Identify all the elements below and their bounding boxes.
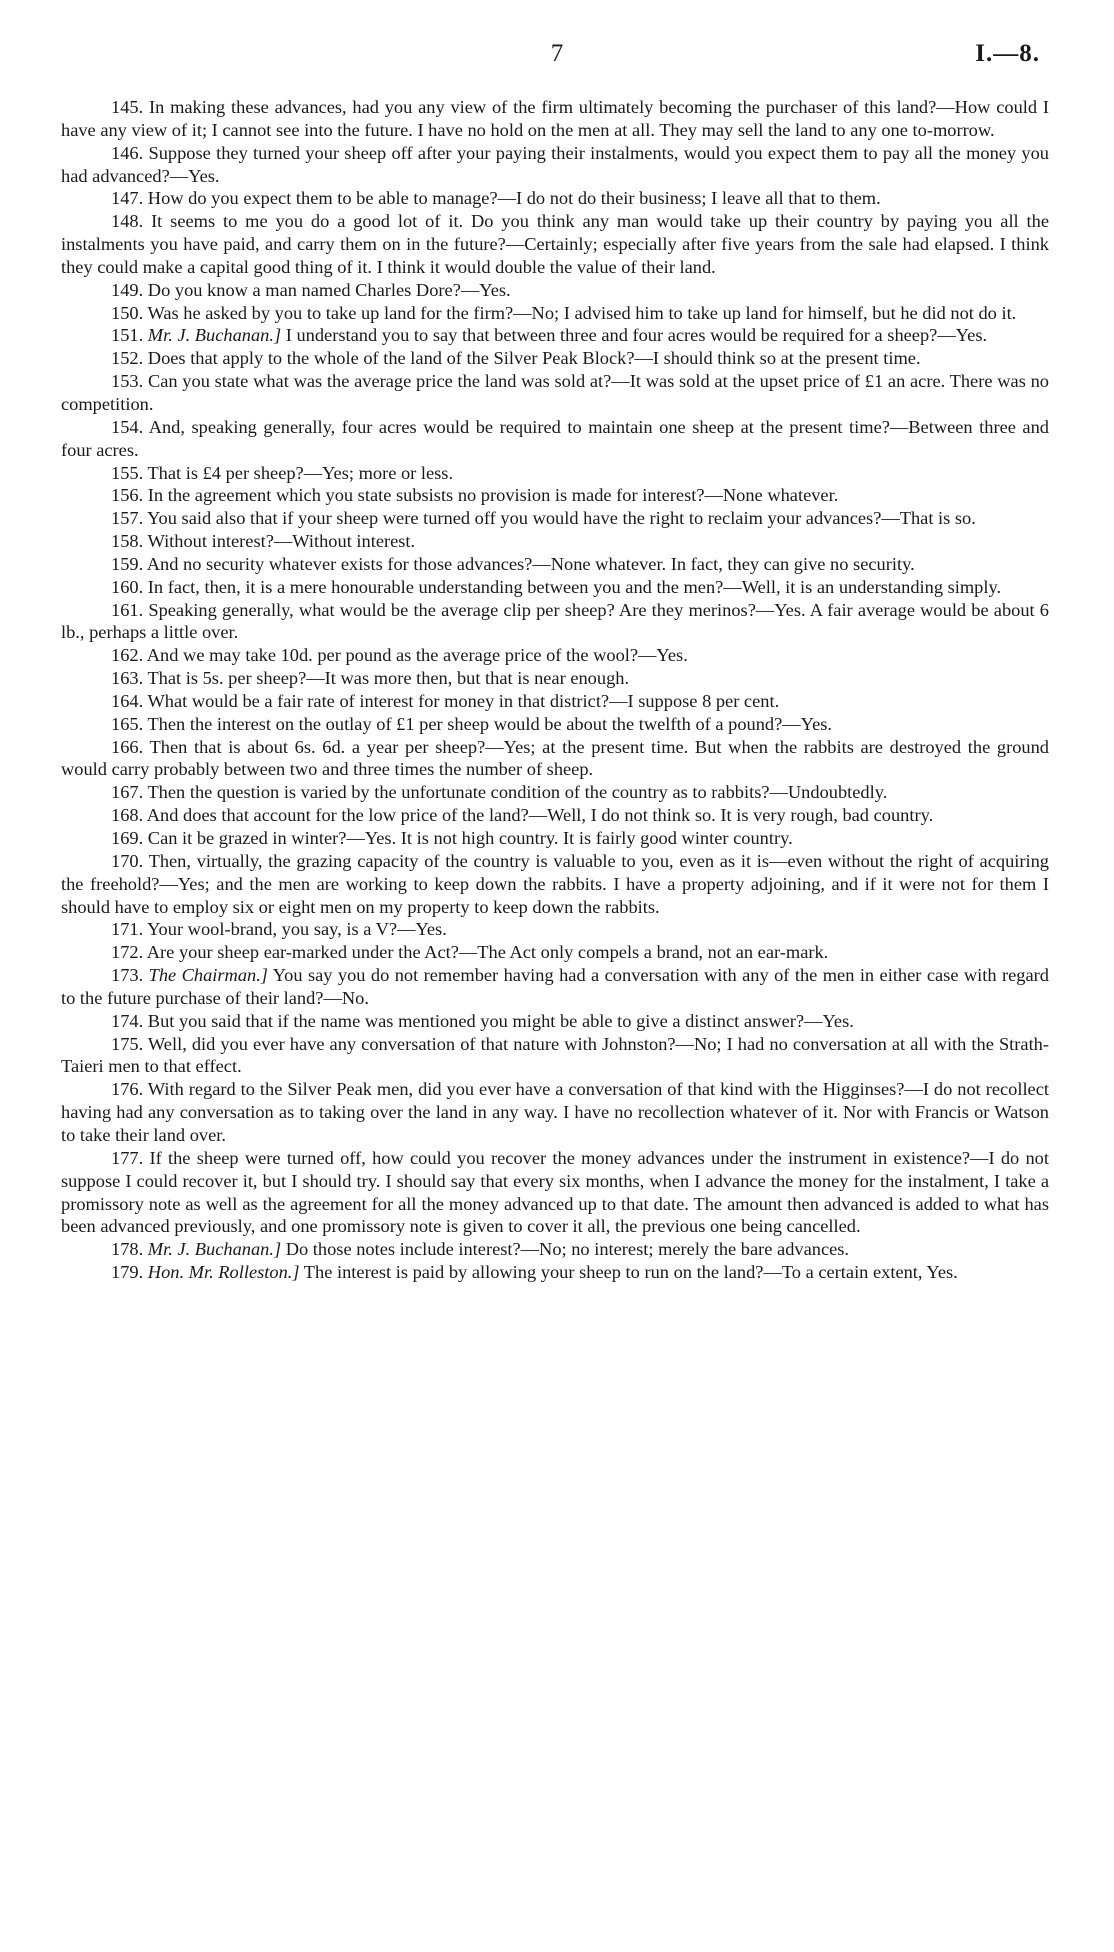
question-paragraph [61, 96, 1049, 142]
question-answer-text: Does that apply to the whole of the land of the Silver Peak Block?—I should think so at the present time. [147, 348, 921, 369]
question-number: 166. [111, 736, 144, 757]
question-number: 161. [111, 599, 144, 620]
question-answer-text: If the sheep were turned off, how could you recover the money advances under the instrument in existence?—I do not suppose I could recover it, but I should try. I should say that every six months, when I advance the money for the instalment, I take a promissory note as well as the agreement for all the money advanced up to that date. The amount then advanced is added to what has been advanced previously, and one promissory note is given to cover it all, the previous one being cancelled. [61, 1147, 1049, 1237]
question-paragraph [61, 416, 1049, 462]
question-paragraph [61, 279, 1049, 302]
speaker-label: The Chairman.] [148, 965, 268, 986]
question-answer-text: You say you do not remember having had a conversation with any of the men in either case with regard to the future purchase of their land?—No. [61, 965, 1049, 1008]
testimony-body [61, 96, 1049, 1284]
question-number: 158. [111, 531, 144, 552]
question-number: 177. [111, 1147, 144, 1168]
question-number: 152. [111, 348, 144, 369]
question-number: 150. [111, 302, 144, 323]
question-number: 147. [111, 188, 144, 209]
question-paragraph [61, 187, 1049, 210]
question-answer-text: With regard to the Silver Peak men, did you ever have a conversation of that kind with the Higginses?—I do not recollect having had any conversation as to taking over the land in any way. I have no recollection whatever of it. Nor with Francis or Watson to take their land over. [61, 1079, 1049, 1145]
speaker-label: Mr. J. Buchanan.] [147, 325, 282, 346]
question-number: 159. [111, 553, 144, 574]
question-number: 157. [111, 508, 144, 529]
question-number: 173. [111, 965, 144, 986]
question-number: 171. [111, 919, 144, 940]
question-answer-text: It seems to me you do a good lot of it. Do you think any man would take up their country by paying you all the instalments you have paid, and carry them on in the future?—Certainly; especially after five years from the sale had elapsed. I think they could make a capital good thing of it. I think it would double the value of their land. [61, 211, 1049, 277]
question-number: 170. [111, 850, 144, 871]
question-answer-text: But you said that if the name was mentioned you might be able to give a distinct answer?—Yes. [147, 1010, 854, 1031]
speaker-label: Hon. Mr. Rolleston.] [147, 1262, 300, 1283]
question-answer-text: Then, virtually, the grazing capacity of the country is valuable to you, even as it is—even without the right of acquiring the freehold?—Yes; and the men are working to keep down the rabbits. I have a property adjoining, and if it were not for them I should have to employ six or eight men on my property to keep down the rabbits. [61, 850, 1050, 917]
question-paragraph [61, 918, 1049, 941]
question-answer-text: Speaking generally, what would be the average clip per sheep? Are they merinos?—Yes. A fair average would be about 6 lb., perhaps a little over. [61, 599, 1049, 643]
question-paragraph [61, 1147, 1049, 1238]
question-paragraph [61, 690, 1049, 713]
question-answer-text: That is 5s. per sheep?—It was more then, but that is near enough. [147, 668, 630, 689]
question-paragraph [61, 736, 1049, 782]
question-answer-text: Well, did you ever have any conversation of that nature with Johnston?—No; I had no conversation at all with the Strath-Taieri men to that effect. [61, 1033, 1050, 1077]
question-paragraph [61, 644, 1049, 667]
question-answer-text: In making these advances, had you any view of the firm ultimately becoming the purchaser of this land?—How could I have any view of it; I cannot see into the future. I have no hold on the men at all. They may sell the land to any one to-morrow. [61, 97, 1049, 140]
question-number: 176. [111, 1079, 144, 1100]
question-number: 146. [111, 142, 144, 163]
question-number: 154. [111, 416, 144, 437]
question-answer-text: Can it be grazed in winter?—Yes. It is not high country. It is fairly good winter country. [147, 828, 793, 848]
question-answer-text: What would be a fair rate of interest for money in that district?—I suppose 8 per cent. [147, 690, 780, 711]
question-number: 155. [111, 462, 144, 483]
question-number: 163. [111, 668, 144, 689]
question-paragraph [61, 462, 1049, 485]
question-paragraph [61, 964, 1049, 1010]
question-number: 168. [111, 805, 144, 826]
question-paragraph [61, 667, 1049, 690]
question-number: 162. [111, 645, 144, 666]
question-number: 156. [111, 485, 144, 506]
question-number: 164. [111, 690, 144, 711]
question-paragraph [61, 713, 1049, 736]
question-paragraph [61, 484, 1049, 507]
question-paragraph [61, 1033, 1049, 1079]
question-answer-text: Do you know a man named Charles Dore?—Yes. [147, 279, 511, 300]
question-answer-text: Without interest?—Without interest. [147, 531, 416, 552]
question-paragraph [61, 804, 1049, 827]
question-answer-text: Your wool-brand, you say, is a V?—Yes. [147, 919, 447, 940]
question-paragraph [61, 142, 1049, 188]
question-paragraph [61, 347, 1049, 370]
question-number: 160. [111, 576, 144, 597]
question-number: 153. [111, 371, 144, 392]
question-number: 175. [111, 1033, 144, 1054]
question-answer-text: And we may take 10d. per pound as the average price of the wool?—Yes. [146, 645, 688, 666]
question-paragraph [61, 941, 1049, 964]
question-paragraph [61, 1010, 1049, 1033]
question-answer-text: In fact, then, it is a mere honourable understanding between you and the men?—Well, it is an understanding simply. [147, 576, 1002, 597]
question-number: 179. [111, 1262, 144, 1283]
question-answer-text: Do those notes include interest?—No; no interest; merely the bare advances. [285, 1239, 850, 1260]
question-number: 169. [111, 828, 144, 848]
question-paragraph [61, 1261, 1049, 1284]
page-header [60, 38, 1054, 78]
page-number: 7 [550, 40, 564, 67]
question-answer-text: Then the interest on the outlay of £1 per sheep would be about the twelfth of a pound?—Yes. [147, 713, 833, 734]
question-paragraph [61, 1078, 1049, 1147]
question-answer-text: The interest is paid by allowing your sheep to run on the land?—To a certain extent, Yes. [303, 1262, 958, 1283]
question-number: 145. [111, 97, 144, 117]
question-answer-text: Suppose they turned your sheep off after your paying their instalments, would you expect them to pay all the money you had advanced?—Yes. [61, 142, 1049, 186]
question-answer-text: How do you expect them to be able to manage?—I do not do their business; I leave all that to them. [147, 188, 881, 209]
question-paragraph [61, 781, 1049, 804]
question-answer-text: That is £4 per sheep?—Yes; more or less. [147, 462, 454, 483]
question-answer-text: In the agreement which you state subsists no provision is made for interest?—None whatever. [147, 485, 839, 506]
question-answer-text: Are your sheep ear-marked under the Act?—The Act only compels a brand, not an ear-mark. [146, 942, 829, 963]
question-number: 165. [111, 713, 144, 734]
question-paragraph [61, 576, 1049, 599]
question-answer-text: Was he asked by you to take up land for the firm?—No; I advised him to take up land for himself, but he did not do it. [147, 302, 1017, 323]
question-paragraph [61, 1238, 1049, 1261]
question-number: 178. [111, 1239, 144, 1260]
question-answer-text: I understand you to say that between three and four acres would be required for a sheep?—Yes. [285, 325, 988, 346]
question-paragraph [61, 210, 1049, 279]
question-paragraph [61, 827, 1049, 850]
question-paragraph [61, 599, 1049, 645]
speaker-label: Mr. J. Buchanan.] [147, 1239, 282, 1260]
question-number: 172. [111, 942, 144, 963]
question-answer-text: Can you state what was the average price the land was sold at?—It was sold at the upset price of £1 an acre. There was no competition. [61, 371, 1049, 414]
question-paragraph [61, 370, 1049, 416]
question-paragraph [61, 553, 1049, 576]
question-paragraph [61, 850, 1049, 919]
question-number: 174. [111, 1010, 144, 1031]
question-answer-text: And no security whatever exists for those advances?—None whatever. In fact, they can give no security. [146, 553, 915, 574]
question-paragraph [61, 302, 1049, 325]
question-answer-text: You said also that if your sheep were turned off you would have the right to reclaim your advances?—That is so. [147, 508, 976, 529]
question-number: 149. [111, 279, 144, 300]
question-answer-text: And does that account for the low price of the land?—Well, I do not think so. It is very rough, bad country. [146, 805, 934, 826]
question-paragraph [61, 507, 1049, 530]
question-paragraph [61, 324, 1049, 347]
question-answer-text: Then the question is varied by the unfortunate condition of the country as to rabbits?—Undoubtedly. [147, 782, 888, 803]
document-reference: I.—8. [975, 40, 1040, 67]
question-paragraph [61, 530, 1049, 553]
question-number: 148. [111, 211, 144, 232]
question-answer-text: Then that is about 6s. 6d. a year per sheep?—Yes; at the present time. But when the rabbits are destroyed the ground would carry probably between two and three times the number of sheep. [61, 736, 1050, 780]
question-answer-text: And, speaking generally, four acres would be required to maintain one sheep at the present time?—Between three and four acres. [61, 416, 1049, 460]
question-number: 167. [111, 782, 144, 803]
question-number: 151. [111, 325, 144, 346]
